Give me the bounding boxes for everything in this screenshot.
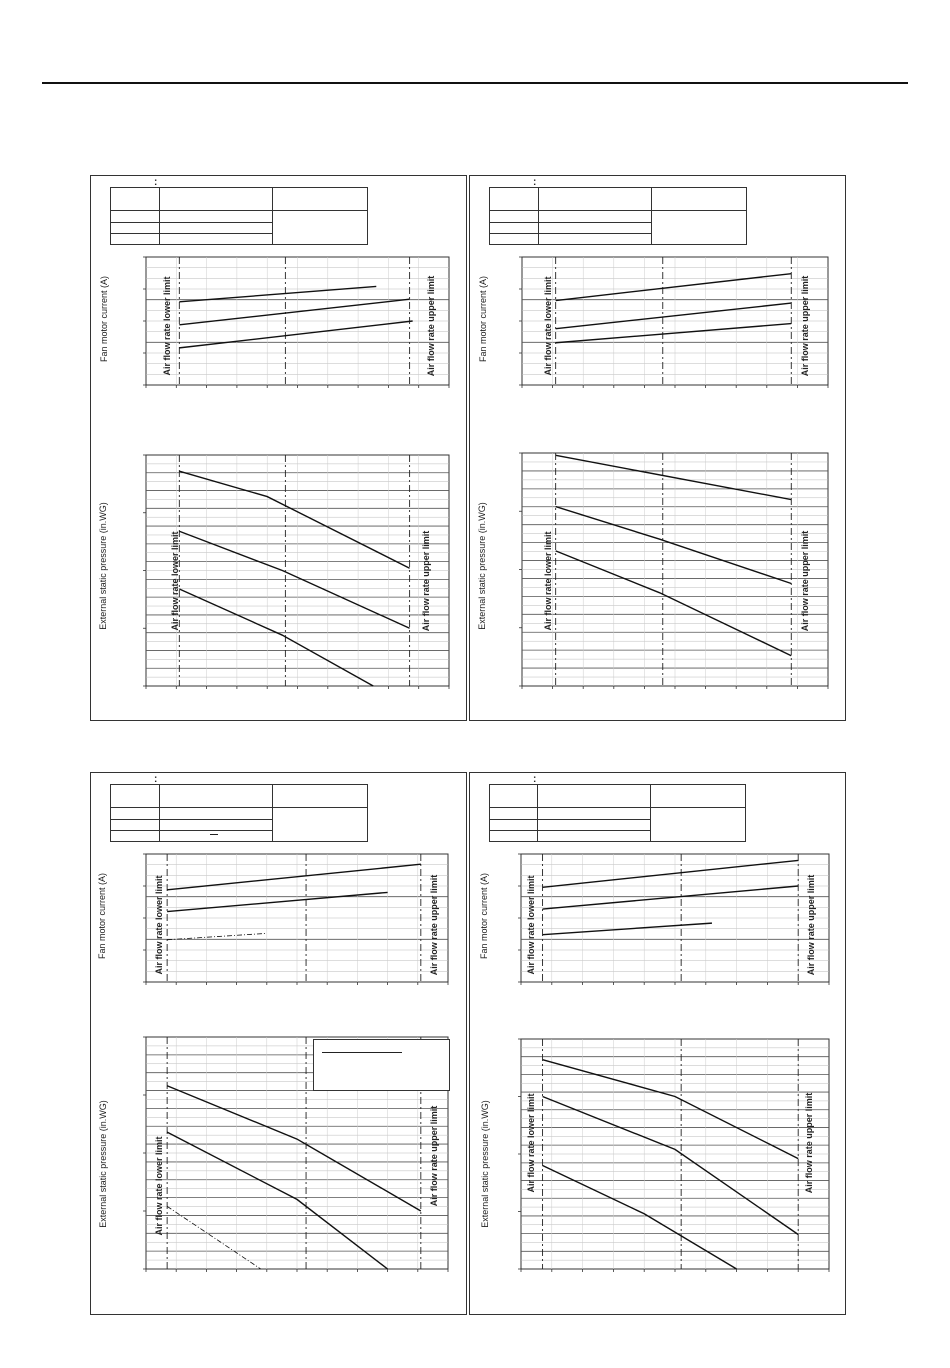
lower-limit-label: Air flow rate lower limit [170, 531, 180, 631]
lower-limit-label: Air flow rate lower limit [154, 1136, 164, 1236]
current-chart [91, 176, 466, 720]
pressure-axis-label: External static pressure (in.WG) [477, 502, 487, 630]
series-line-2 [556, 507, 792, 584]
series-line-2 [556, 303, 792, 329]
pressure-axis-label: External static pressure (in.WG) [98, 502, 108, 630]
legend-line [322, 1052, 402, 1053]
current-axis-label: Fan motor current (A) [478, 275, 488, 363]
series-line-3 [179, 589, 373, 686]
lower-limit-label: Air flow rate lower limit [543, 276, 553, 376]
series-line-3 [556, 551, 792, 656]
series-line-2 [167, 892, 387, 911]
upper-limit-label: Air flow rate upper limit [806, 874, 816, 976]
header-rule [42, 82, 908, 84]
current-axis-label: Fan motor current (A) [479, 872, 489, 960]
upper-limit-label: Air flow rate upper limit [804, 1092, 814, 1194]
series-line-1 [179, 471, 409, 568]
lower-limit-label: Air flow rate lower limit [162, 276, 172, 376]
upper-limit-label: Air flow rate upper limit [429, 874, 439, 976]
lower-limit-label: Air flow rate lower limit [526, 1093, 536, 1193]
current-axis-label: Fan motor current (A) [99, 275, 109, 363]
upper-limit-label: Air flow rate upper limit [800, 530, 810, 632]
current-chart [470, 773, 845, 1314]
lower-limit-label: Air flow rate lower limit [526, 875, 536, 975]
current-axis-label: Fan motor current (A) [97, 872, 107, 960]
series-line-2 [543, 1097, 799, 1235]
colon-mark: : [533, 774, 537, 785]
fan-performance-panel-bottom-right [469, 772, 846, 1315]
fan-performance-panel-top-left [90, 175, 467, 721]
fan-performance-panel-bottom-left [90, 772, 467, 1315]
series-line-3 [556, 274, 792, 301]
colon-mark: : [154, 774, 158, 785]
upper-limit-label: Air flow rate upper limit [421, 530, 431, 632]
series-line-3 [167, 1086, 421, 1211]
pressure-axis-label: External static pressure (in.WG) [480, 1100, 490, 1228]
colon-mark: : [154, 177, 158, 188]
lower-limit-label: Air flow rate lower limit [154, 875, 164, 975]
upper-limit-label: Air flow rate upper limit [800, 275, 810, 377]
series-line-1 [543, 1166, 737, 1270]
lower-limit-label: Air flow rate lower limit [543, 531, 553, 631]
series-line-1 [167, 933, 267, 939]
colon-mark: : [533, 177, 537, 188]
upper-limit-label: Air flow rate upper limit [429, 1105, 439, 1207]
series-line-2 [543, 886, 799, 909]
series-line-1 [556, 324, 792, 343]
fan-performance-panel-top-right [469, 175, 846, 721]
upper-limit-label: Air flow rate upper limit [426, 275, 436, 377]
series-line-2 [167, 1132, 387, 1269]
legend-box [313, 1039, 450, 1091]
pressure-axis-label: External static pressure (in.WG) [98, 1100, 108, 1228]
current-chart [470, 176, 845, 720]
series-line-1 [179, 321, 412, 348]
